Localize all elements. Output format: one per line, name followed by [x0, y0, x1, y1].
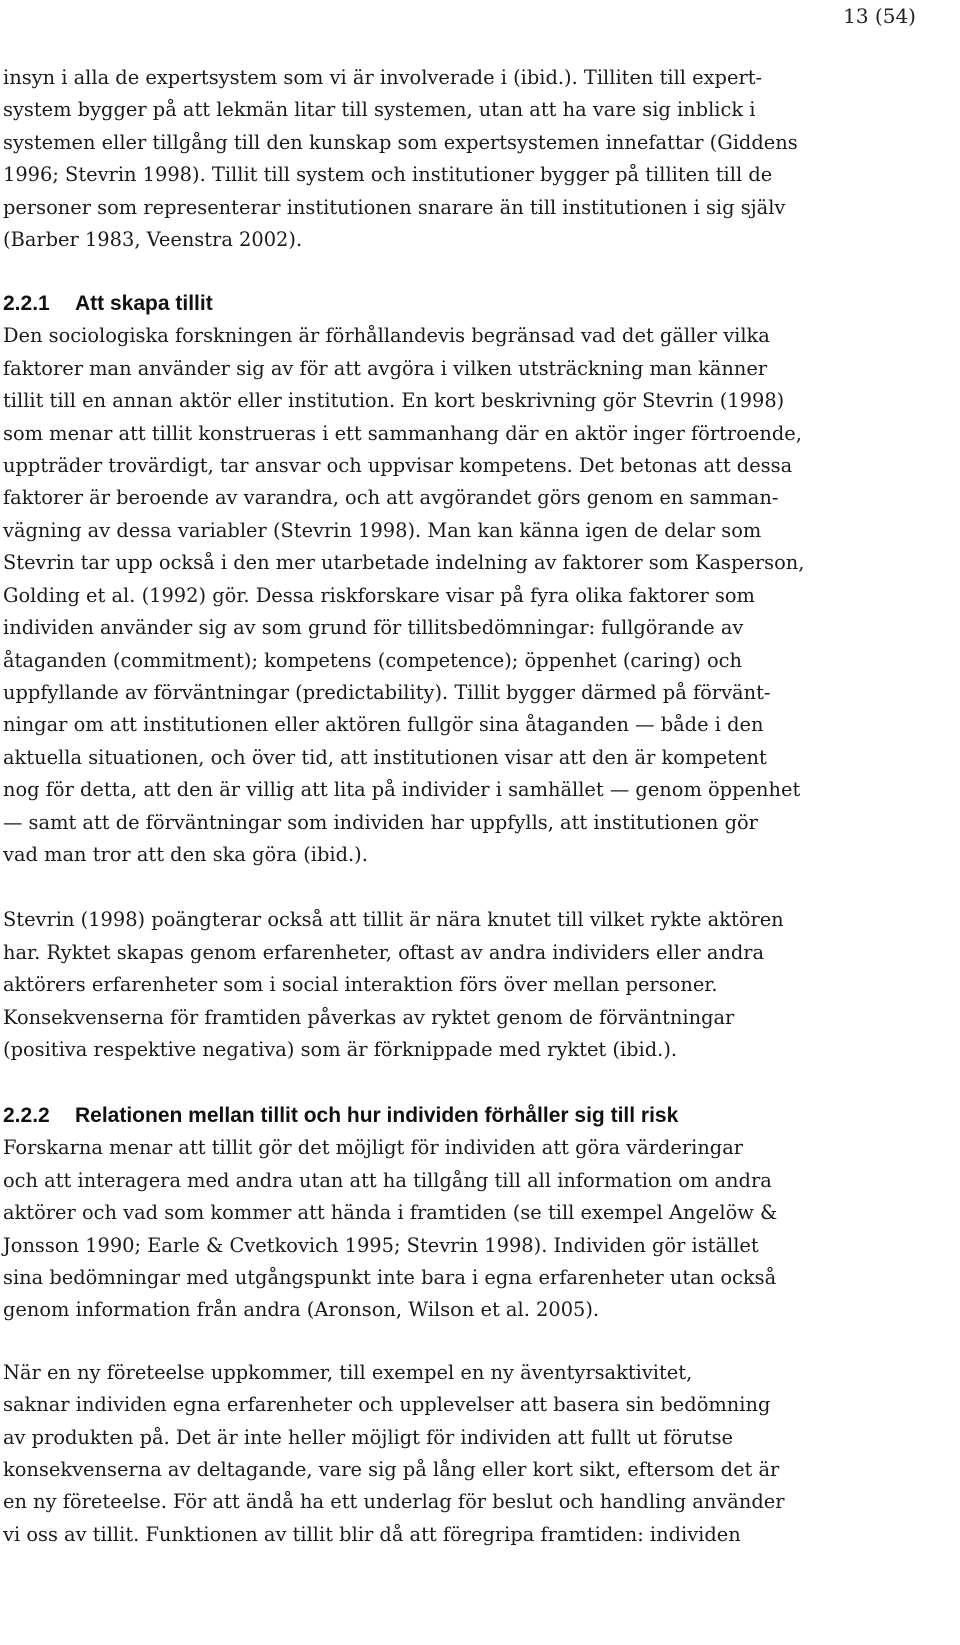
paragraph-new-phenomenon: När en ny företeelse uppkommer, till exempel en ny äventyrsaktivitet, saknar individen egna erfarenheter och upplevelser att basera sin bedömning av produkten på. Det är inte heller möjligt för individen att fullt ut förutse konsekvenserna av deltagande, vare sig på lång eller kort sikt, eftersom det är en ny företeelse. För att ändå ha ett underlag för beslut och handling använder vi oss av tillit. Funktionen av tillit blir då att föregripa framtiden: individen [3, 1360, 785, 1546]
section-number: 2.2.1 [3, 292, 50, 316]
section-heading-att-skapa-tillit [3, 288, 908, 320]
section-number: 2.2.2 [3, 1104, 50, 1128]
paragraph-gap [3, 871, 908, 904]
paragraph-reputation: Stevrin (1998) poängterar också att tillit är nära knutet till vilket rykte aktören har. Ryktet skapas genom erfarenheter, oftast av andra individers eller andra aktörers erfarenheter som i social interaktion förs över mellan personer. Konsekvenserna för framtiden påverkas av ryktet genom de förväntningar (positiva respektive negativa) som är förknippade med ryktet (ibid.). [3, 908, 784, 1061]
document-body [3, 62, 908, 1551]
paragraph-gap [3, 1327, 908, 1357]
paragraph-expert-systems: insyn i alla de expertsystem som vi är involverade i (ibid.). Tilliten till expert- system bygger på att lekmän litar till systemen, utan att ha vare sig inblick i systemen eller tillgång till den kunskap som expertsystemen innefattar (Giddens 1996; Stevrin 1998). Tillit till system och institutioner bygger på tilliten till de personer som representerar institutionen snarare än till institutionen i sig själv (Barber 1983, Veenstra 2002). [3, 66, 798, 252]
paragraph-valuations: Forskarna menar att tillit gör det möjligt för individen att göra värderingar och att interagera med andra utan att ha tillgång till all information om andra aktörer och vad som kommer att hända i framtiden (se till exempel Angelöw & Jonsson 1990; Earle & Cvetkovich 1995; Stevrin 1998). Individen gör istället sina bedömningar med utgångspunkt inte bara i egna erfarenheter utan också genom information från andra (Aronson, Wilson et al. 2005). [3, 1136, 778, 1322]
section-heading-tillit-och-risk [3, 1100, 908, 1132]
paragraph-trust-factors: Den sociologiska forskningen är förhållandevis begränsad vad det gäller vilka faktorer man använder sig av för att avgöra i vilken utsträckning man känner tillit till en annan aktör eller institution. En kort beskrivning gör Stevrin (1998) som menar att tillit konstrueras i ett sammanhang där en aktör inger förtroende, uppträder trovärdigt, tar ansvar och uppvisar kompetens. Det betonas att dessa faktorer är beroende av varandra, och att avgörandet görs genom en samman- vägning av dessa variabler (Stevrin 1998). Man kan känna igen de delar som Stevrin tar upp också i den mer utarbetade indelning av faktorer som Kasperson, Golding et al. (1992) gör. Dessa riskforskare visar på fyra olika faktorer som individen använder sig av som grund för tillitsbedömningar: fullgörande av åtaganden (commitment); kompetens (competence); öppenhet (caring) och uppfyllande av förväntningar (predictability). Tillit bygger därmed på förvänt- ningar om att institutionen eller aktören fullgör sina åtaganden — både i den aktuella situationen, och över tid, att institutionen visar att den är kompetent nog för detta, att den är villig att lita på individer i samhället — genom öppenhet — samt att de förväntningar som individen har uppfylls, att institutionen gör vad man tror att den ska göra (ibid.). [3, 324, 805, 866]
paragraph-gap [3, 1066, 908, 1100]
page-number: 13 (54) [843, 4, 916, 28]
section-title: Relationen mellan tillit och hur individen förhåller sig till risk [75, 1104, 679, 1128]
section-title: Att skapa tillit [75, 292, 213, 316]
paragraph-gap [3, 256, 908, 288]
